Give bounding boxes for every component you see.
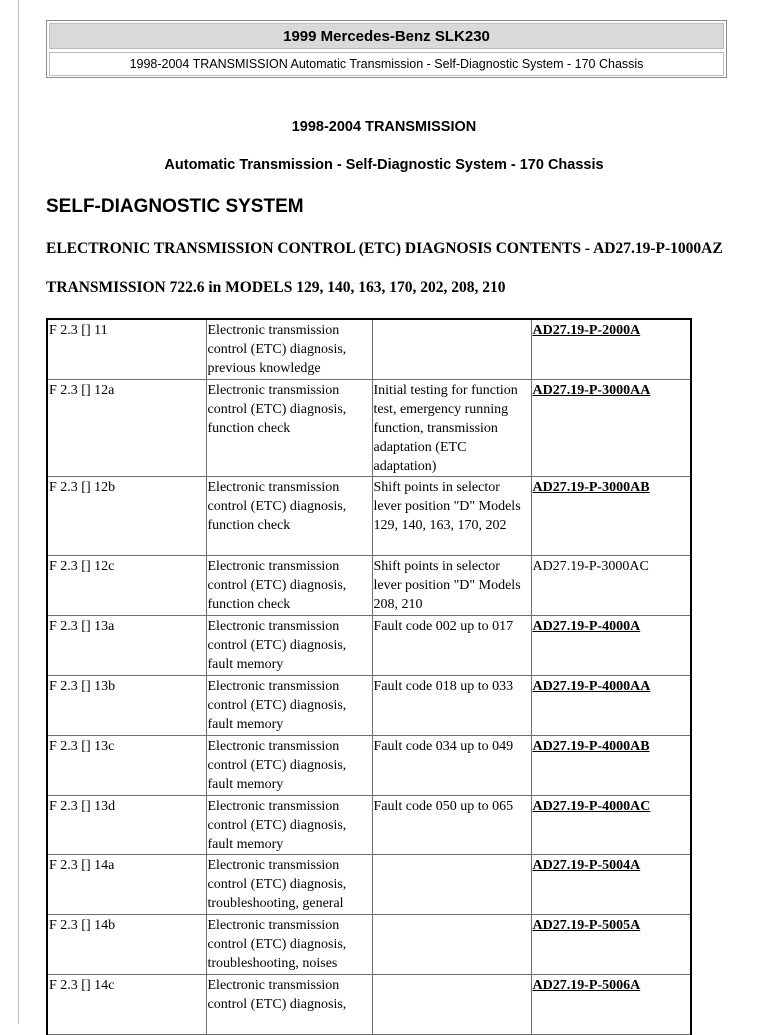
code-cell: F 2.3 [] 13b bbox=[47, 675, 206, 735]
vehicle-title: 1999 Mercedes-Benz SLK230 bbox=[49, 23, 724, 49]
contents-title: ELECTRONIC TRANSMISSION CONTROL (ETC) DIAGNOSIS CONTENTS - AD27.19-P-1000AZ bbox=[46, 240, 723, 257]
description-cell: Electronic transmission control (ETC) diagnosis, bbox=[206, 974, 372, 1034]
code-cell: F 2.3 [] 14a bbox=[47, 854, 206, 914]
table-row bbox=[47, 914, 691, 974]
code-cell: F 2.3 [] 12c bbox=[47, 555, 206, 615]
table-row bbox=[47, 735, 691, 795]
table-row bbox=[47, 555, 691, 615]
note-cell bbox=[372, 319, 531, 379]
table-row bbox=[47, 675, 691, 735]
reference-text: AD27.19-P-3000AC bbox=[532, 558, 649, 574]
table-row bbox=[47, 974, 691, 1034]
table-row bbox=[47, 795, 691, 854]
note-cell bbox=[372, 974, 531, 1034]
section-title: 1998-2004 TRANSMISSION bbox=[291, 119, 477, 135]
reference-link[interactable]: AD27.19-P-3000AB bbox=[532, 479, 650, 495]
note-cell: Shift points in selector lever position "D" Models 129, 140, 163, 170, 202 bbox=[372, 476, 531, 555]
reference-cell[interactable] bbox=[531, 974, 691, 1034]
note-cell: Fault code 002 up to 017 bbox=[372, 615, 531, 675]
reference-cell[interactable] bbox=[531, 795, 691, 854]
page-heading: SELF-DIAGNOSTIC SYSTEM bbox=[46, 196, 304, 217]
description-cell: Electronic transmission control (ETC) diagnosis, fault memory bbox=[206, 795, 372, 854]
reference-link[interactable]: AD27.19-P-2000A bbox=[532, 323, 641, 338]
reference-cell[interactable] bbox=[531, 854, 691, 914]
note-cell bbox=[372, 854, 531, 914]
reference-cell bbox=[531, 555, 691, 615]
description-cell: Electronic transmission control (ETC) diagnosis, troubleshooting, noises bbox=[206, 914, 372, 974]
reference-link[interactable]: AD27.19-P-3000AA bbox=[532, 382, 651, 398]
reference-link[interactable]: AD27.19-P-4000AC bbox=[532, 798, 651, 814]
reference-cell[interactable] bbox=[531, 319, 691, 379]
models-title: TRANSMISSION 722.6 in MODELS 129, 140, 163, 170, 202, 208, 210 bbox=[46, 279, 506, 296]
reference-cell[interactable] bbox=[531, 914, 691, 974]
reference-cell[interactable] bbox=[531, 675, 691, 735]
code-cell: F 2.3 [] 13d bbox=[47, 795, 206, 854]
code-cell: F 2.3 [] 12b bbox=[47, 476, 206, 555]
table-row bbox=[47, 854, 691, 914]
diagnosis-contents-table bbox=[46, 318, 692, 1035]
reference-link[interactable]: AD27.19-P-4000A bbox=[532, 618, 641, 634]
code-cell: F 2.3 [] 14c bbox=[47, 974, 206, 1034]
code-cell: F 2.3 [] 14b bbox=[47, 914, 206, 974]
code-cell: F 2.3 [] 12a bbox=[47, 379, 206, 476]
document-header bbox=[46, 20, 727, 78]
description-cell: Electronic transmission control (ETC) diagnosis, previous knowledge bbox=[206, 319, 372, 379]
code-cell: F 2.3 [] 13a bbox=[47, 615, 206, 675]
note-cell: Fault code 018 up to 033 bbox=[372, 675, 531, 735]
note-cell: Fault code 050 up to 065 bbox=[372, 795, 531, 854]
note-cell: Initial testing for function test, emergency running function, transmission adaptation (ETC adaptation) bbox=[372, 379, 531, 476]
article-title: Automatic Transmission - Self-Diagnostic System - 170 Chassis bbox=[164, 157, 604, 173]
reference-link[interactable]: AD27.19-P-4000AA bbox=[532, 678, 651, 694]
code-cell: F 2.3 [] 13c bbox=[47, 735, 206, 795]
description-cell: Electronic transmission control (ETC) diagnosis, fault memory bbox=[206, 735, 372, 795]
note-cell: Shift points in selector lever position "D" Models 208, 210 bbox=[372, 555, 531, 615]
table-row bbox=[47, 319, 691, 379]
reference-cell[interactable] bbox=[531, 476, 691, 555]
reference-link[interactable]: AD27.19-P-5005A bbox=[532, 917, 641, 933]
code-cell: F 2.3 [] 11 bbox=[47, 319, 206, 379]
note-cell: Fault code 034 up to 049 bbox=[372, 735, 531, 795]
table-row bbox=[47, 615, 691, 675]
reference-link[interactable]: AD27.19-P-5004A bbox=[532, 857, 641, 873]
description-cell: Electronic transmission control (ETC) diagnosis, function check bbox=[206, 555, 372, 615]
table-row bbox=[47, 379, 691, 476]
table-row bbox=[47, 476, 691, 555]
description-cell: Electronic transmission control (ETC) diagnosis, fault memory bbox=[206, 675, 372, 735]
description-cell: Electronic transmission control (ETC) diagnosis, function check bbox=[206, 379, 372, 476]
description-cell: Electronic transmission control (ETC) diagnosis, troubleshooting, general bbox=[206, 854, 372, 914]
reference-cell[interactable] bbox=[531, 379, 691, 476]
reference-cell[interactable] bbox=[531, 615, 691, 675]
description-cell: Electronic transmission control (ETC) diagnosis, fault memory bbox=[206, 615, 372, 675]
header-subtitle: 1998-2004 TRANSMISSION Automatic Transmission - Self-Diagnostic System - 170 Chassis bbox=[49, 52, 724, 76]
reference-cell[interactable] bbox=[531, 735, 691, 795]
description-cell: Electronic transmission control (ETC) diagnosis, function check bbox=[206, 476, 372, 555]
reference-link[interactable]: AD27.19-P-4000AB bbox=[532, 738, 650, 754]
reference-link[interactable]: AD27.19-P-5006A bbox=[532, 977, 641, 993]
note-cell bbox=[372, 914, 531, 974]
